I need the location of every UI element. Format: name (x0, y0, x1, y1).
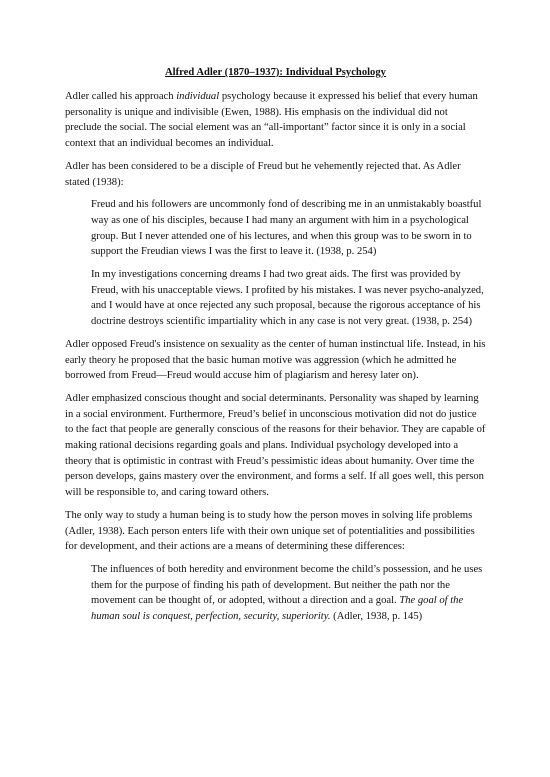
paragraph-1-text-b: psychology because it expressed his belief that every human personality is unique and indivisible (Ewen, 1988). His emphasis on the individual did not preclude the social. The social element was an “all-important” factor since it is only in a social context that an individual becomes an individual. (65, 91, 478, 150)
block-quote-1: Freud and his followers are uncommonly fond of describing me in an unmistakably boastful way as one of his disciples, because I had many an argument with him in a psychological group. But I never attended one of his lectures, and when this group was to be sworn in to support the Freudian views I was the first to leave it. (1938, p. 254) (91, 199, 482, 258)
paragraph-1-emphasis: individual (176, 91, 220, 102)
block-quote-3 (91, 562, 486, 625)
paragraph-4: Adler emphasized conscious thought and social determinants. Personality was shaped by learning in a social environment. Furthermore, Freud’s belief in unconscious motivation did not do justice to the fact that people are generally conscious of the reasons for their behavior. They are capable of making rational decisions regarding goals and plans. Individual psychology developed into a theory that is optimistic in contrast with Freud’s pessimistic ideas about humanity. Over time the person develops, gains mastery over the environment, and forms a self. If all goes well, this person will be responsible to, and caring toward others. (65, 392, 486, 499)
paragraph-1 (65, 89, 486, 152)
paragraph-3: Adler opposed Freud's insistence on sexuality as the center of human instinctual life. Instead, in his early theory he proposed that the basic human motive was aggression (which he admitted he borrowed from Freud—Freud would accuse him of plagiarism and heresy later on). (65, 338, 486, 382)
paragraph-1-text-a: Adler called his approach (65, 91, 177, 102)
block-quote-2: In my investigations concerning dreams I had two great aids. The first was provided by Freud, with his unacceptable views. I profited by his mistakes. I was never psycho-analyzed, and I would have at once rejected any such proposal, because the rigorous acceptance of his doctrine destroys scientific impartiality which in any case is not very great. (1938, p. 254) (91, 269, 484, 328)
block-quote-3-text-a: The influences of both heredity and environment become the child’s possession, and he uses them for the purpose of finding his path of development. But neither the path nor the movement can be thought of, or adopted, without a direction and a goal. (91, 563, 483, 607)
paragraph-2: Adler has been considered to be a disciple of Freud but he vehemently rejected that. As Adler stated (1938): (65, 160, 461, 188)
paragraph-5: The only way to study a human being is to study how the person moves in solving life problems (Adler, 1938). Each person enters life with their own unique set of potentialities and possibilities for development, and their actions are a means of determining these differences: (65, 509, 475, 553)
block-quote-3-text-b: (Adler, 1938, p. 145) (330, 611, 423, 623)
document-title: Alfred Adler (1870–1937): Individual Psychology (165, 67, 386, 78)
block-quote-3-emphasis: The goal of the human soul is conquest, perfection, security, superiority. (91, 595, 464, 623)
